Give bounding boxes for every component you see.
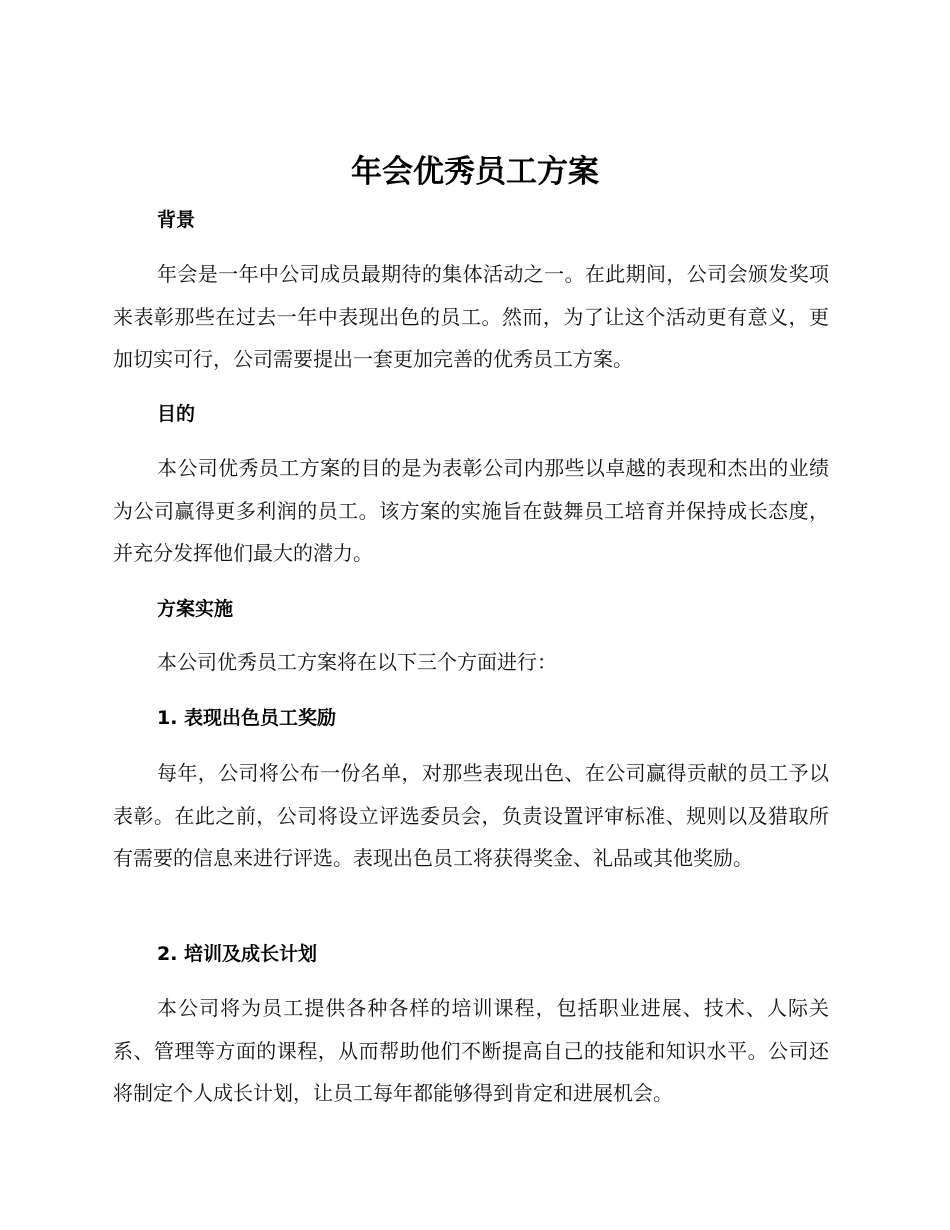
section-paragraph-training-growth: 本公司将为员工提供各种各样的培训课程，包括职业进展、技术、人际关系、管理等方面的课程，从而帮助他们不断提高自己的技能和知识水平。公司还将制定个人成长计划，让员工每年都能够得到肯定和进展机会。 bbox=[113, 996, 829, 1105]
section-heading-background: 背景 bbox=[157, 209, 196, 231]
section-paragraph-implementation: 本公司优秀员工方案将在以下三个方面进行： bbox=[157, 650, 557, 674]
document-title: 年会优秀员工方案 bbox=[351, 154, 599, 190]
section-heading-outstanding-reward: 1. 表现出色员工奖励 bbox=[157, 707, 337, 729]
section-paragraph-purpose: 本公司优秀员工方案的目的是为表彰公司内那些以卓越的表现和杰出的业绩为公司赢得更多利润的员工。该方案的实施旨在鼓舞员工培育并保持成长态度，并充分发挥他们最大的潜力。 bbox=[113, 456, 829, 565]
section-heading-implementation: 方案实施 bbox=[157, 598, 234, 620]
section-paragraph-background: 年会是一年中公司成员最期待的集体活动之一。在此期间，公司会颁发奖项来表彰那些在过去一年中表现出色的员工。然而，为了让这个活动更有意义，更加切实可行，公司需要提出一套更加完善的优秀员工方案。 bbox=[113, 262, 829, 371]
section-heading-training-growth: 2. 培训及成长计划 bbox=[157, 943, 318, 965]
section-heading-purpose: 目的 bbox=[157, 403, 196, 425]
section-paragraph-outstanding-reward: 每年，公司将公布一份名单，对那些表现出色、在公司赢得贡献的员工予以表彰。在此之前，公司将设立评选委员会，负责设置评审标准、规则以及猎取所有需要的信息来进行评选。表现出色员工将获得奖金、礼品或其他奖励。 bbox=[113, 761, 829, 870]
